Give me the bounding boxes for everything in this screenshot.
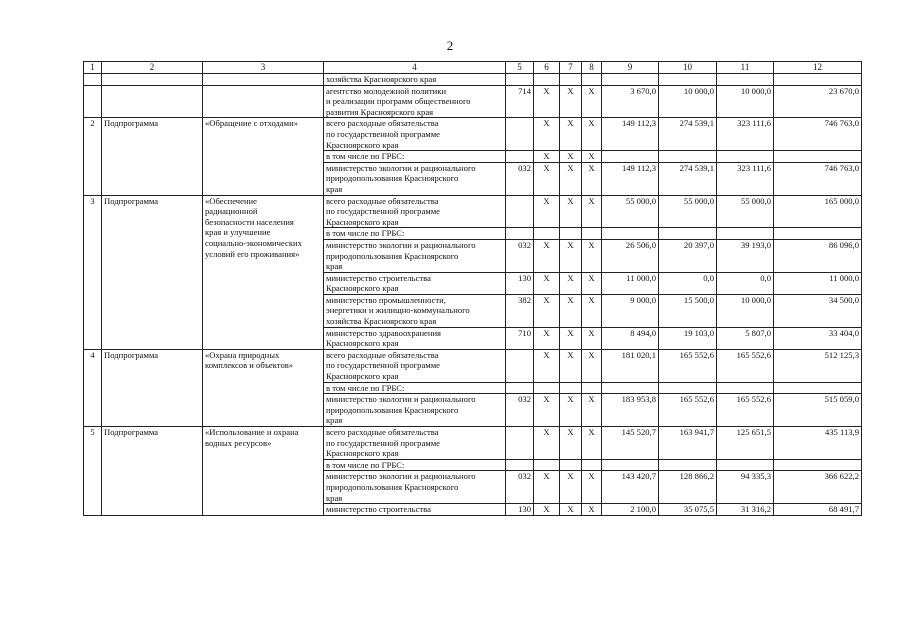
value-cell: 165 552,6: [659, 349, 717, 382]
x-cell: [534, 382, 560, 394]
name-line: безопасности населения: [205, 216, 294, 227]
x-cell: X: [582, 195, 602, 228]
org-line: Красноярского края: [326, 283, 399, 294]
value-cell: 0,0: [659, 272, 717, 294]
org-line: Красноярского края: [326, 139, 399, 150]
org-cell: в том числе по ГРБС:: [324, 382, 506, 394]
value-cell: 31 316,2: [717, 504, 774, 516]
x-cell: [582, 459, 602, 471]
name-line: водных ресурсов»: [205, 437, 272, 448]
x-cell: X: [560, 427, 582, 460]
x-cell: X: [534, 272, 560, 294]
code-cell: [506, 118, 534, 151]
page-number: 2: [446, 38, 454, 53]
org-line: природопользования Красноярского: [326, 173, 459, 184]
value-cell: [717, 151, 774, 163]
num-cell: 5: [84, 427, 102, 516]
org-cell: в том числе по ГРБС:: [324, 151, 506, 163]
x-cell: X: [582, 394, 602, 427]
header-cell: 3: [203, 62, 324, 74]
table-row: [84, 74, 862, 86]
org-cell: [324, 504, 506, 516]
num-cell: 2: [84, 118, 102, 195]
header-cell: 7: [560, 62, 582, 74]
value-cell: [774, 228, 862, 240]
x-cell: X: [560, 162, 582, 195]
value-cell: 165 000,0: [774, 195, 862, 228]
num-cell: [84, 85, 102, 118]
x-cell: X: [534, 151, 560, 163]
org-line: Красноярского края: [326, 371, 399, 382]
name-cell: [203, 349, 324, 426]
code-cell: 714: [506, 85, 534, 118]
org-line: всего расходные обязательства: [326, 195, 439, 206]
code-cell: [506, 427, 534, 460]
x-cell: [534, 459, 560, 471]
x-cell: X: [560, 294, 582, 327]
org-line: министерство экологии и рационального: [326, 394, 476, 405]
code-cell: 382: [506, 294, 534, 327]
value-cell: 55 000,0: [717, 195, 774, 228]
code-cell: 710: [506, 327, 534, 349]
header-cell: 8: [582, 62, 602, 74]
code-cell: [506, 151, 534, 163]
value-cell: 10 000,0: [717, 294, 774, 327]
org-line: по государственной программе: [326, 128, 440, 139]
org-cell: [324, 239, 506, 272]
value-cell: 143 420,7: [602, 471, 659, 504]
x-cell: X: [534, 118, 560, 151]
value-cell: [602, 151, 659, 163]
value-cell: 149 112,3: [602, 162, 659, 195]
org-line: Красноярского края: [326, 216, 399, 227]
value-cell: [602, 382, 659, 394]
value-cell: 55 000,0: [659, 195, 717, 228]
x-cell: X: [582, 349, 602, 382]
name-cell: [203, 118, 324, 195]
value-cell: 26 506,0: [602, 239, 659, 272]
code-cell: [506, 74, 534, 86]
code-cell: [506, 228, 534, 240]
org-cell: [324, 195, 506, 228]
value-cell: 23 670,0: [774, 85, 862, 118]
org-cell: [324, 327, 506, 349]
x-cell: X: [582, 327, 602, 349]
org-line: всего расходные обязательства: [326, 427, 439, 437]
org-cell: [324, 272, 506, 294]
x-cell: X: [560, 349, 582, 382]
type-cell: Подпрограмма: [102, 118, 203, 195]
x-cell: X: [582, 85, 602, 118]
x-cell: X: [534, 504, 560, 516]
x-cell: X: [534, 239, 560, 272]
num-cell: 4: [84, 349, 102, 426]
code-cell: [506, 349, 534, 382]
org-line: края: [326, 261, 343, 272]
org-cell: в том числе по ГРБС:: [324, 228, 506, 240]
value-cell: 94 335,3: [717, 471, 774, 504]
value-cell: 11 000,0: [774, 272, 862, 294]
x-cell: X: [560, 195, 582, 228]
value-cell: 274 539,1: [659, 118, 717, 151]
value-cell: 39 193,0: [717, 239, 774, 272]
value-cell: 515 059,0: [774, 394, 862, 427]
value-cell: [774, 459, 862, 471]
org-line: по государственной программе: [326, 360, 440, 371]
value-cell: [774, 151, 862, 163]
header-cell: 9: [602, 62, 659, 74]
value-cell: 149 112,3: [602, 118, 659, 151]
value-cell: 746 763,0: [774, 162, 862, 195]
org-line: по государственной программе: [326, 206, 440, 217]
value-cell: [602, 74, 659, 86]
name-cell: [203, 85, 324, 118]
section-total-row: [84, 427, 862, 460]
value-cell: [717, 382, 774, 394]
org-line: министерство промышленности,: [326, 294, 446, 305]
value-cell: 8 494,0: [602, 327, 659, 349]
x-cell: X: [560, 394, 582, 427]
name-line: края и улучшение: [205, 227, 271, 238]
org-line: министерство экологии и рационального: [326, 162, 476, 173]
value-cell: 512 125,3: [774, 349, 862, 382]
x-cell: X: [534, 294, 560, 327]
value-cell: 0,0: [717, 272, 774, 294]
name-line: социально-экономических: [205, 237, 302, 248]
x-cell: X: [582, 151, 602, 163]
budget-table: [83, 61, 862, 516]
org-cell: [324, 471, 506, 504]
section-total-row: [84, 349, 862, 382]
value-cell: [717, 459, 774, 471]
value-cell: 746 763,0: [774, 118, 862, 151]
org-line: министерство здравоохранения: [326, 327, 442, 338]
name-cell: [203, 74, 324, 86]
value-cell: [774, 382, 862, 394]
org-cell: [324, 294, 506, 327]
value-cell: 128 866,2: [659, 471, 717, 504]
value-cell: 125 651,5: [717, 427, 774, 460]
x-cell: X: [560, 471, 582, 504]
x-cell: X: [582, 471, 602, 504]
x-cell: X: [582, 162, 602, 195]
x-cell: [560, 382, 582, 394]
org-cell: в том числе по ГРБС:: [324, 459, 506, 471]
code-cell: 032: [506, 162, 534, 195]
value-cell: 2 100,0: [602, 504, 659, 516]
x-cell: X: [582, 294, 602, 327]
value-cell: 323 111,6: [717, 162, 774, 195]
value-cell: 9 000,0: [602, 294, 659, 327]
x-cell: [560, 228, 582, 240]
header-cell: 11: [717, 62, 774, 74]
x-cell: X: [560, 118, 582, 151]
org-line: министерство строительства: [326, 272, 431, 283]
value-cell: [602, 228, 659, 240]
value-cell: 274 539,1: [659, 162, 717, 195]
org-cell: [324, 118, 506, 151]
code-cell: 032: [506, 239, 534, 272]
type-cell: Подпрограмма: [102, 195, 203, 349]
code-cell: [506, 382, 534, 394]
section-total-row: [84, 118, 862, 151]
org-cell: [324, 427, 506, 460]
org-cell: хозяйства Красноярского края: [324, 74, 506, 86]
x-cell: X: [560, 239, 582, 272]
value-cell: 163 941,7: [659, 427, 717, 460]
x-cell: X: [582, 427, 602, 460]
code-cell: 130: [506, 504, 534, 516]
x-cell: X: [560, 85, 582, 118]
value-cell: 19 103,0: [659, 327, 717, 349]
org-line: энергетики и жилищно-коммунального: [326, 305, 470, 316]
x-cell: X: [534, 471, 560, 504]
org-line: края: [326, 183, 343, 194]
value-cell: 86 096,0: [774, 239, 862, 272]
name-cell: [203, 427, 324, 516]
x-cell: X: [560, 151, 582, 163]
x-cell: X: [560, 327, 582, 349]
name-line: «Охрана природных: [205, 349, 280, 360]
header-cell: 6: [534, 62, 560, 74]
value-cell: 165 552,6: [659, 394, 717, 427]
org-line: министерство строительства: [326, 504, 431, 515]
x-cell: X: [534, 394, 560, 427]
header-cell: 5: [506, 62, 534, 74]
org-line: министерство экологии и рационального: [326, 471, 476, 482]
org-line: природопользования Красноярского: [326, 250, 459, 261]
code-cell: 032: [506, 471, 534, 504]
org-line: природопользования Красноярского: [326, 404, 459, 415]
x-cell: [582, 74, 602, 86]
x-cell: [560, 74, 582, 86]
org-cell: [324, 349, 506, 382]
num-cell: 3: [84, 195, 102, 349]
x-cell: X: [582, 118, 602, 151]
x-cell: X: [534, 327, 560, 349]
x-cell: X: [560, 504, 582, 516]
type-cell: [102, 74, 203, 86]
value-cell: 20 397,0: [659, 239, 717, 272]
type-cell: Подпрограмма: [102, 349, 203, 426]
org-line: природопользования Красноярского: [326, 481, 459, 492]
org-line: всего расходные обязательства: [326, 349, 439, 360]
org-line: министерство экологии и рационального: [326, 239, 476, 250]
name-line: комплексов и объектов»: [205, 360, 294, 371]
section-total-row: [84, 195, 862, 228]
value-cell: [659, 151, 717, 163]
x-cell: X: [534, 349, 560, 382]
org-line: развития Красноярского края: [326, 106, 434, 117]
org-line: Красноярского края: [326, 338, 399, 349]
name-cell: [203, 195, 324, 349]
value-cell: [659, 382, 717, 394]
value-cell: 55 000,0: [602, 195, 659, 228]
value-cell: [602, 459, 659, 471]
name-line: «Использование и охрана: [205, 427, 299, 437]
value-cell: 15 500,0: [659, 294, 717, 327]
table-body: [84, 62, 862, 516]
x-cell: X: [534, 195, 560, 228]
value-cell: [659, 459, 717, 471]
org-cell: [324, 85, 506, 118]
value-cell: 5 807,0: [717, 327, 774, 349]
value-cell: 323 111,6: [717, 118, 774, 151]
x-cell: [534, 228, 560, 240]
org-line: и реализации программ общественного: [326, 96, 471, 107]
x-cell: [560, 459, 582, 471]
org-line: края: [326, 492, 343, 503]
value-cell: 165 552,6: [717, 349, 774, 382]
org-cell: [324, 162, 506, 195]
x-cell: [534, 74, 560, 86]
header-cell: 4: [324, 62, 506, 74]
org-line: края: [326, 415, 343, 426]
code-cell: 130: [506, 272, 534, 294]
code-cell: [506, 459, 534, 471]
header-row: [84, 62, 862, 74]
value-cell: 145 520,7: [602, 427, 659, 460]
x-cell: [582, 382, 602, 394]
value-cell: [659, 228, 717, 240]
header-cell: 2: [102, 62, 203, 74]
code-cell: 032: [506, 394, 534, 427]
x-cell: X: [582, 239, 602, 272]
org-line: хозяйства Красноярского края: [326, 316, 437, 327]
org-line: Красноярского края: [326, 448, 399, 459]
num-cell: [84, 74, 102, 86]
name-line: «Обращение с отходами»: [205, 118, 299, 129]
value-cell: [774, 74, 862, 86]
x-cell: X: [582, 272, 602, 294]
type-cell: [102, 85, 203, 118]
org-line: агентство молодежной политики: [326, 85, 447, 96]
value-cell: [717, 74, 774, 86]
value-cell: 183 953,8: [602, 394, 659, 427]
value-cell: 34 500,0: [774, 294, 862, 327]
value-cell: 435 113,9: [774, 427, 862, 460]
value-cell: 3 670,0: [602, 85, 659, 118]
x-cell: X: [534, 427, 560, 460]
value-cell: 165 552,6: [717, 394, 774, 427]
table-row: [84, 85, 862, 118]
x-cell: X: [582, 504, 602, 516]
x-cell: X: [534, 162, 560, 195]
value-cell: 181 020,1: [602, 349, 659, 382]
org-cell: [324, 394, 506, 427]
x-cell: X: [560, 272, 582, 294]
x-cell: X: [534, 85, 560, 118]
org-line: всего расходные обязательства: [326, 118, 439, 129]
name-line: «Обеспечение: [205, 195, 257, 206]
value-cell: 35 075,5: [659, 504, 717, 516]
header-cell: 1: [84, 62, 102, 74]
value-cell: 11 000,0: [602, 272, 659, 294]
value-cell: 10 000,0: [717, 85, 774, 118]
x-cell: [582, 228, 602, 240]
name-line: условий его проживания»: [205, 248, 300, 259]
code-cell: [506, 195, 534, 228]
name-line: радиационной: [205, 206, 258, 217]
header-cell: 10: [659, 62, 717, 74]
value-cell: [659, 74, 717, 86]
value-cell: 33 404,0: [774, 327, 862, 349]
org-line: по государственной программе: [326, 437, 440, 448]
header-cell: 12: [774, 62, 862, 74]
value-cell: 366 622,2: [774, 471, 862, 504]
value-cell: 10 000,0: [659, 85, 717, 118]
value-cell: 68 491,7: [774, 504, 862, 516]
value-cell: [717, 228, 774, 240]
type-cell: Подпрограмма: [102, 427, 203, 516]
